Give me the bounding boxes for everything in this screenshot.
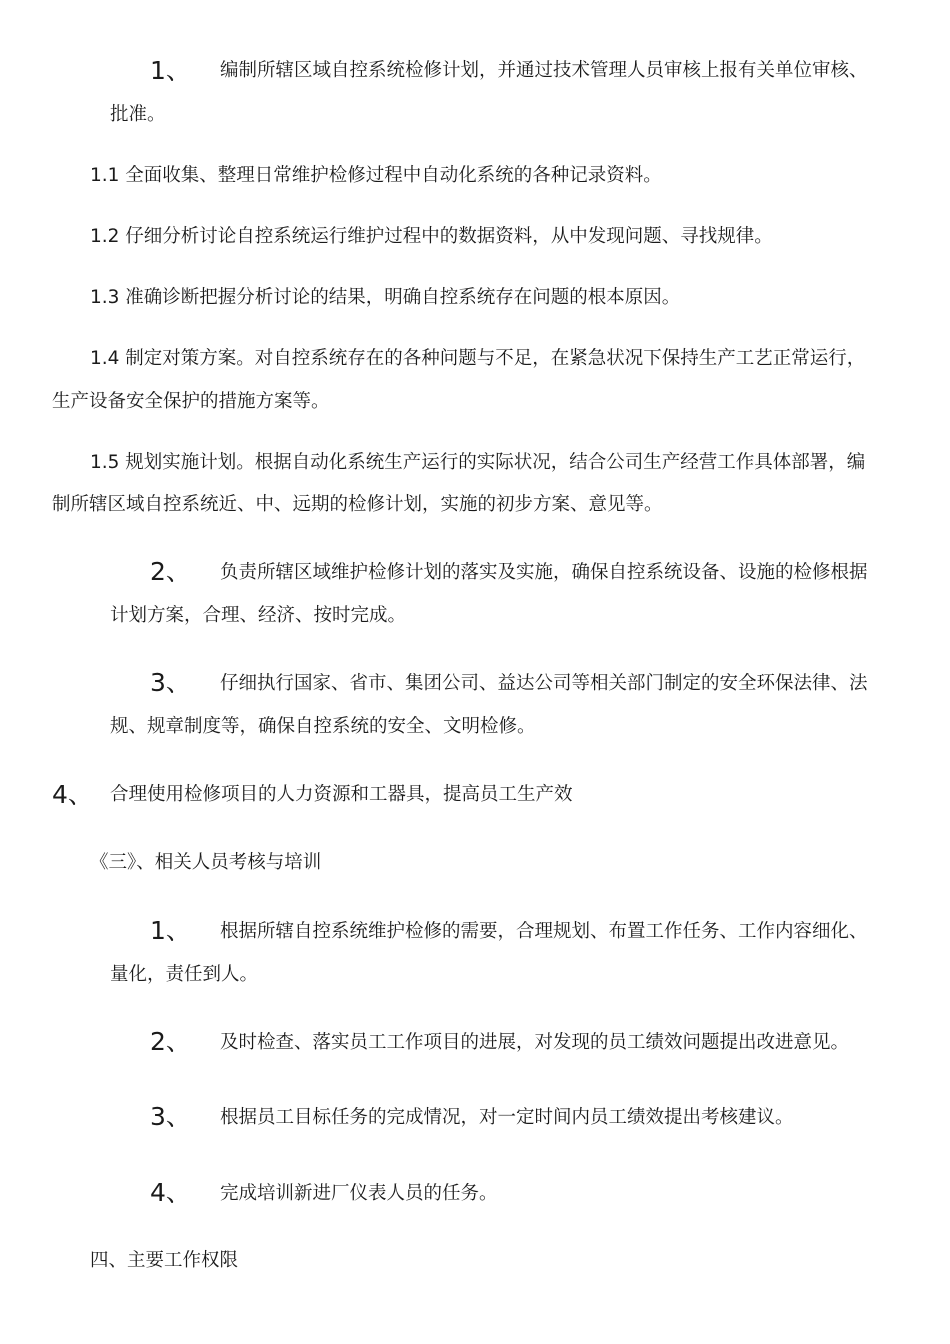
list-number: 4、 [150,1178,191,1207]
paragraph-line: 量化，责任到人。 [110,964,259,985]
sub-item-line: 1.1 全面收集、整理日常维护检修过程中自动化系统的各种记录资料。 [90,165,662,186]
sub-item-line: 制所辖区域自控系统近、中、远期的检修计划，实施的初步方案、意见等。 [52,494,663,515]
sub-item-line: 1.2 仔细分析讨论自控系统运行维护过程中的数据资料，从中发现问题、寻找规律。 [90,226,773,247]
paragraph-line: 负责所辖区域维护检修计划的落实及实施，确保自控系统设备、设施的检修根据 [220,562,868,583]
list-number: 2、 [150,557,191,586]
sub-item-line: 1.4 制定对策方案。对自控系统存在的各种问题与不足，在紧急状况下保持生产工艺正常运行， [90,348,866,369]
list-number: 3、 [150,1102,191,1131]
paragraph-line: 仔细执行国家、省市、集团公司、益达公司等相关部门制定的安全环保法律、法 [220,673,868,694]
paragraph-line: 及时检查、落实员工工作项目的进展，对发现的员工绩效问题提出改进意见。 [220,1032,850,1053]
section-heading: 四、主要工作权限 [90,1250,239,1271]
list-number: 2、 [150,1027,191,1056]
list-number: 3、 [150,668,191,697]
paragraph-line: 批准。 [110,104,166,125]
paragraph-line: 编制所辖区域自控系统检修计划，并通过技术管理人员审核上报有关单位审核、 [220,60,868,81]
sub-item-line: 1.3 准确诊断把握分析讨论的结果，明确自控系统存在问题的根本原因。 [90,287,681,308]
section-heading: 《三》、相关人员考核与培训 [90,852,322,873]
paragraph-line: 根据所辖自控系统维护检修的需要，合理规划、布置工作任务、工作内容细化、 [220,921,868,942]
paragraph-line: 计划方案，合理、经济、按时完成。 [110,605,407,626]
paragraph-line: 根据员工目标任务的完成情况，对一定时间内员工绩效提出考核建议。 [220,1107,794,1128]
paragraph-line: 合理使用检修项目的人力资源和工器具，提高员工生产效 [110,784,573,805]
list-number: 1、 [150,916,191,945]
sub-item-line: 1.5 规划实施计划。根据自动化系统生产运行的实际状况，结合公司生产经营工作具体部署，编 [90,452,866,473]
list-number: 1、 [150,56,191,85]
paragraph-line: 规、规章制度等，确保自控系统的安全、文明检修。 [110,716,536,737]
sub-item-line: 生产设备安全保护的措施方案等。 [52,391,330,412]
list-number: 4、 [52,780,93,809]
paragraph-line: 完成培训新进厂仪表人员的任务。 [220,1183,498,1204]
